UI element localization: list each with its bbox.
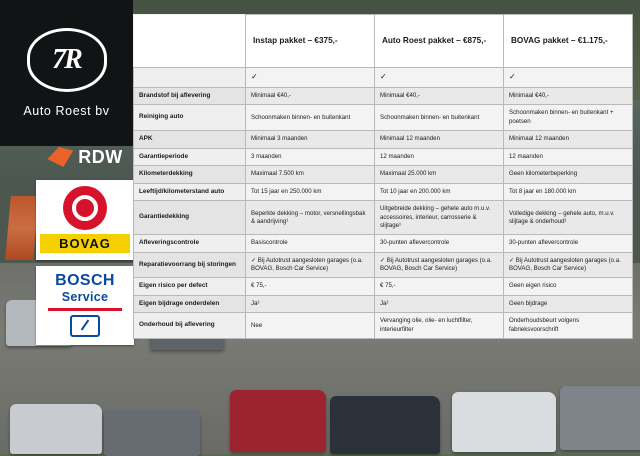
row-label: Eigen bijdrage onderdelen xyxy=(134,295,246,313)
table-row xyxy=(134,252,633,277)
bosch-service-label: Service xyxy=(61,289,109,304)
parked-car xyxy=(452,392,556,452)
table-cell: Onderhoudsbeurt volgens fabrieksvoorschrift xyxy=(504,313,633,338)
row-label: Leeftijd/kilometerstand auto xyxy=(134,183,246,201)
row-label: Reparatievoorrang bij storingen xyxy=(134,252,246,277)
table-cell: 3 maanden xyxy=(246,148,375,166)
table-cell: Geen kilometerbeperking xyxy=(504,166,633,184)
table-cell: 12 maanden xyxy=(504,148,633,166)
comparison-table xyxy=(133,14,633,339)
table-row xyxy=(134,183,633,201)
table-cell: 12 maanden xyxy=(375,148,504,166)
package-comparison-table xyxy=(133,14,633,339)
table-cell: Minimaal €40,- xyxy=(246,87,375,105)
table-cell: Beperkte dekking – motor, versnellingsbak & aandrijving¹ xyxy=(246,201,375,235)
table-row xyxy=(134,201,633,235)
parked-car xyxy=(230,390,326,452)
table-cell: Schoonmaken binnen- en buitenkant + poetsen xyxy=(504,105,633,130)
table-cell: Ja² xyxy=(246,295,375,313)
bosch-divider xyxy=(48,308,122,311)
table-cell: ✓ xyxy=(504,68,633,88)
row-label: Reiniging auto xyxy=(134,105,246,130)
table-cell: ✓ Bij Autotrust aangesloten garages (o.a. BOVAG, Bosch Car Service) xyxy=(375,252,504,277)
company-name: Auto Roest bv xyxy=(23,104,110,118)
row-label xyxy=(134,68,246,88)
table-cell: Tot 8 jaar en 180.000 km xyxy=(504,183,633,201)
rdw-label: RDW xyxy=(78,146,123,167)
row-label: Kilometerdekking xyxy=(134,166,246,184)
table-cell: 30-punten aflevercontrole xyxy=(375,235,504,253)
table-cell: Ja² xyxy=(375,295,504,313)
table-header xyxy=(134,15,633,68)
company-logo-icon: 7R xyxy=(27,28,107,92)
table-cell: 30-punten aflevercontrole xyxy=(504,235,633,253)
parked-car xyxy=(104,410,200,456)
row-label: Garantiedekking xyxy=(134,201,246,235)
table-cell: Minimaal €40,- xyxy=(375,87,504,105)
table-cell: Uitgebreide dekking – gehele auto m.u.v. accessoires, interieur, carrosserie & slijtage¹ xyxy=(375,201,504,235)
table-corner-cell xyxy=(134,15,246,68)
table-cell: € 75,- xyxy=(246,278,375,296)
row-label: Afleveringscontrole xyxy=(134,235,246,253)
table-cell: Minimaal 12 maanden xyxy=(504,130,633,148)
table-cell: Minimaal €40,- xyxy=(504,87,633,105)
bovag-label: BOVAG xyxy=(40,234,130,253)
table-row xyxy=(134,105,633,130)
table-cell: Vervanging olie, olie- en luchtfilter, interieurfilter xyxy=(375,313,504,338)
rdw-swoosh-icon xyxy=(47,147,73,167)
bovag-ring-icon xyxy=(63,186,107,230)
table-cell: Maximaal 25.000 km xyxy=(375,166,504,184)
row-label: Garantieperiode xyxy=(134,148,246,166)
bosch-label: BOSCH xyxy=(55,272,115,289)
table-cell: Minimaal 12 maanden xyxy=(375,130,504,148)
table-cell: ✓ xyxy=(246,68,375,88)
table-cell: ✓ Bij Autotrust aangesloten garages (o.a. BOVAG, Bosch Car Service) xyxy=(504,252,633,277)
table-cell: Geen bijdrage xyxy=(504,295,633,313)
parked-car xyxy=(560,386,640,450)
table-cell: Volledige dekking – gehele auto, m.u.v. slijtage & onderhoud¹ xyxy=(504,201,633,235)
table-row xyxy=(134,278,633,296)
parked-car xyxy=(10,404,102,454)
rdw-badge xyxy=(36,140,134,174)
table-row xyxy=(134,130,633,148)
table-row xyxy=(134,235,633,253)
bosch-service-badge xyxy=(36,266,134,345)
table-row xyxy=(134,87,633,105)
column-header-bovag: BOVAG pakket – €1.175,- xyxy=(504,15,633,68)
bosch-armature-icon xyxy=(70,315,100,337)
table-cell: ✓ xyxy=(375,68,504,88)
table-row xyxy=(134,295,633,313)
table-cell: Geen eigen risico xyxy=(504,278,633,296)
table-cell: Maximaal 7.500 km xyxy=(246,166,375,184)
header-row xyxy=(134,15,633,68)
table-body xyxy=(134,68,633,339)
table-row xyxy=(134,166,633,184)
table-cell: Tot 10 jaar en 200.000 km xyxy=(375,183,504,201)
table-cell: € 75,- xyxy=(375,278,504,296)
table-cell: Nee xyxy=(246,313,375,338)
parked-car xyxy=(330,396,440,454)
company-logo-panel xyxy=(0,0,133,146)
bovag-badge xyxy=(36,180,134,260)
table-cell: Minimaal 3 maanden xyxy=(246,130,375,148)
table-cell: Basiscontrole xyxy=(246,235,375,253)
table-cell: Schoonmaken binnen- en buitenkant xyxy=(246,105,375,130)
row-label: Onderhoud bij aflevering xyxy=(134,313,246,338)
table-cell: Schoonmaken binnen- en buitenkant xyxy=(375,105,504,130)
column-header-instap: Instap pakket – €375,- xyxy=(246,15,375,68)
table-row xyxy=(134,148,633,166)
row-label: Brandstof bij aflevering xyxy=(134,87,246,105)
row-label: APK xyxy=(134,130,246,148)
certification-badges xyxy=(36,140,134,351)
row-label: Eigen risico per defect xyxy=(134,278,246,296)
column-header-autoroest: Auto Roest pakket – €875,- xyxy=(375,15,504,68)
flag-banner xyxy=(5,196,39,260)
table-row xyxy=(134,313,633,338)
table-row xyxy=(134,68,633,88)
table-cell: ✓ Bij Autotrust aangesloten garages (o.a. BOVAG, Bosch Car Service) xyxy=(246,252,375,277)
table-cell: Tot 15 jaar en 250.000 km xyxy=(246,183,375,201)
